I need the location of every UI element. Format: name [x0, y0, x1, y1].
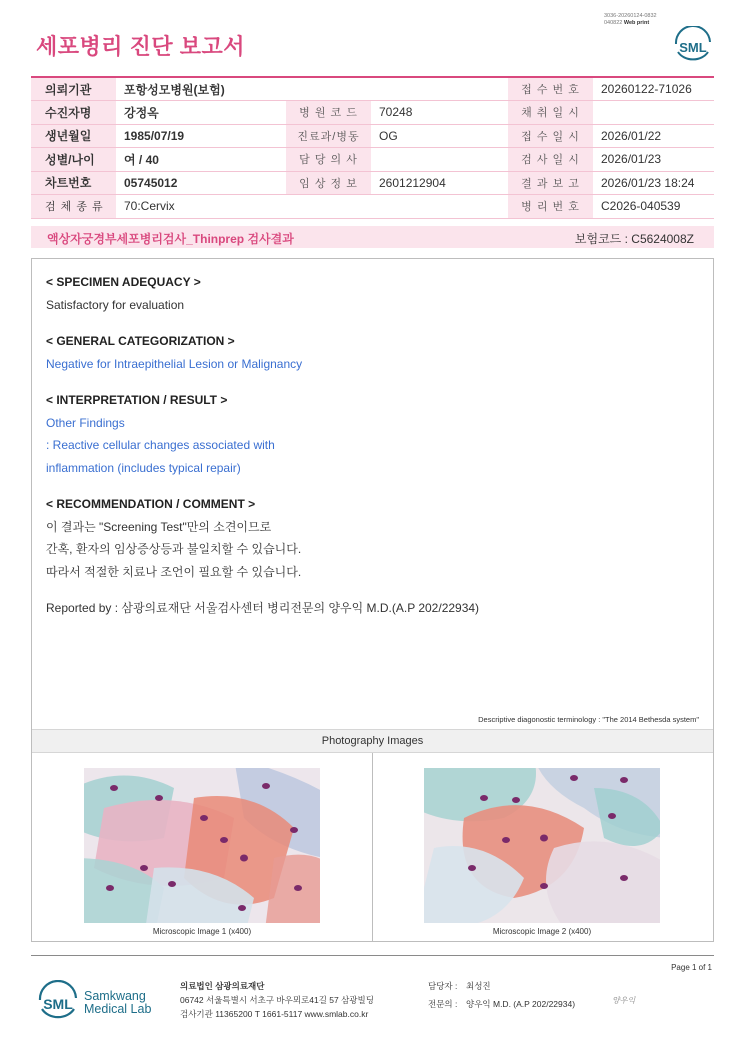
samkwang-logo-icon — [36, 980, 80, 1024]
patient-info-table — [31, 76, 714, 219]
general-categorization-text: Negative for Intraepithelial Lesion or Malignancy — [46, 356, 303, 371]
recommendation-line: 따라서 적절한 치료나 조언이 필요할 수 있습니다. — [46, 564, 302, 579]
info-value: 20260122-71026 — [593, 77, 714, 101]
page-number: Page 1 of 1 — [671, 963, 712, 972]
info-label: 채 취 일 시 — [508, 101, 593, 125]
photo-divider — [372, 753, 373, 941]
microscopic-image-2 — [424, 768, 660, 923]
info-label — [286, 195, 371, 219]
info-label: 검 체 종 류 — [31, 195, 116, 219]
info-value: 여 / 40 — [116, 148, 286, 172]
info-value — [371, 148, 508, 172]
print-code-line2: 040822 — [604, 20, 623, 26]
staff-label: 담당자 : — [428, 981, 458, 991]
info-row — [31, 148, 714, 172]
info-label — [286, 77, 371, 101]
sml-logo-icon — [672, 26, 714, 64]
info-label: 결 과 보 고 — [508, 171, 593, 195]
info-value: OG — [371, 124, 508, 148]
brand-line2: Medical Lab — [84, 1002, 152, 1016]
general-categorization-heading: < GENERAL CATEGORIZATION > — [46, 334, 235, 348]
info-row — [31, 77, 714, 101]
logo-text: SML — [43, 996, 73, 1012]
result-body — [46, 271, 696, 620]
print-code-line1: 3036-20260124-0832 — [604, 13, 657, 19]
info-value: 05745012 — [116, 171, 286, 195]
info-label: 성별/나이 — [31, 148, 116, 172]
insurance-code: 보험코드 : C5624008Z — [574, 232, 694, 246]
info-label: 병 원 코 드 — [286, 101, 371, 125]
info-value — [371, 195, 508, 219]
info-value: 포항성모병원(보험) — [116, 77, 286, 101]
result-panel — [31, 258, 714, 942]
print-mode: Web print — [623, 20, 650, 26]
info-label: 접 수 번 호 — [508, 77, 593, 101]
footer-divider — [31, 955, 714, 956]
recommendation-line: 이 결과는 "Screening Test"만의 소견이므로 — [46, 519, 272, 534]
info-row — [31, 195, 714, 219]
info-row — [31, 101, 714, 125]
info-value — [593, 101, 714, 125]
brand-name — [84, 990, 151, 1016]
image-caption-1: Microscopic Image 1 (x400) — [152, 927, 252, 936]
info-label: 차트번호 — [31, 171, 116, 195]
exam-title-bar — [31, 226, 714, 248]
interpretation-line: inflammation (includes typical repair) — [46, 460, 241, 475]
brand-line1: Samkwang — [84, 989, 146, 1003]
interpretation-line: Other Findings — [46, 415, 125, 430]
staff-info — [428, 979, 575, 1011]
microscopic-image-1 — [84, 768, 320, 923]
info-value: 70:Cervix — [116, 195, 286, 219]
info-label: 임 상 정 보 — [286, 171, 371, 195]
organization-contact: 검사기관 11365200 T 1661-5117 www.smlab.co.kr — [180, 1009, 369, 1019]
info-value: 2601212904 — [371, 171, 508, 195]
info-value: 2026/01/23 18:24 — [593, 171, 714, 195]
info-label: 의뢰기관 — [31, 77, 116, 101]
specimen-adequacy-text: Satisfactory for evaluation — [46, 297, 185, 312]
organization-address: 06742 서울특별시 서초구 바우뫼로41길 57 삼광빌딩 — [180, 995, 374, 1005]
info-label: 진료과/병동 — [286, 124, 371, 148]
info-value: 70248 — [371, 101, 508, 125]
terminology-note: Descriptive diagonostic terminology : "The 2014 Bethesda system" — [478, 715, 699, 724]
info-label: 검 사 일 시 — [508, 148, 593, 172]
info-value — [371, 77, 508, 101]
info-row — [31, 171, 714, 195]
photography-header: Photography Images — [32, 729, 713, 753]
info-label: 병 리 번 호 — [508, 195, 593, 219]
recommendation-line: 간혹, 환자의 임상증상등과 불일치할 수 있습니다. — [46, 542, 302, 556]
info-value: 2026/01/22 — [593, 124, 714, 148]
doctor-label: 전문의 : — [428, 999, 458, 1009]
organization-name: 의료법인 삼광의료재단 — [180, 981, 265, 991]
image-caption-2: Microscopic Image 2 (x400) — [492, 927, 592, 936]
staff-name: 최성진 — [466, 981, 491, 991]
exam-title: 액상자궁경부세포병리검사_Thinprep 검사결과 — [47, 232, 294, 246]
recommendation-heading: < RECOMMENDATION / COMMENT > — [46, 497, 256, 511]
interpretation-heading: < INTERPRETATION / RESULT > — [46, 393, 228, 407]
info-value: 강정옥 — [116, 101, 286, 125]
info-value: 2026/01/23 — [593, 148, 714, 172]
info-label: 접 수 일 시 — [508, 124, 593, 148]
info-value: 1985/07/19 — [116, 124, 286, 148]
info-label: 담 당 의 사 — [286, 148, 371, 172]
page-title: 세포병리 진단 보고서 — [36, 34, 245, 59]
specimen-adequacy-heading: < SPECIMEN ADEQUACY > — [46, 275, 201, 289]
organization-info — [180, 979, 374, 1021]
reported-by: Reported by : 삼광의료재단 서울검사센터 병리전문의 양우익 M.D.(A.P 202/22934) — [46, 601, 480, 615]
logo-text: SML — [679, 40, 707, 55]
info-value: C2026-040539 — [593, 195, 714, 219]
info-row — [31, 124, 714, 148]
doctor-name: 양우익 M.D. (A.P 202/22934) — [466, 999, 576, 1009]
print-code — [604, 13, 657, 27]
info-label: 수진자명 — [31, 101, 116, 125]
info-label: 생년월일 — [31, 124, 116, 148]
doctor-signature: 양우익 — [612, 996, 636, 1005]
interpretation-line: : Reactive cellular changes associated with — [46, 438, 275, 452]
